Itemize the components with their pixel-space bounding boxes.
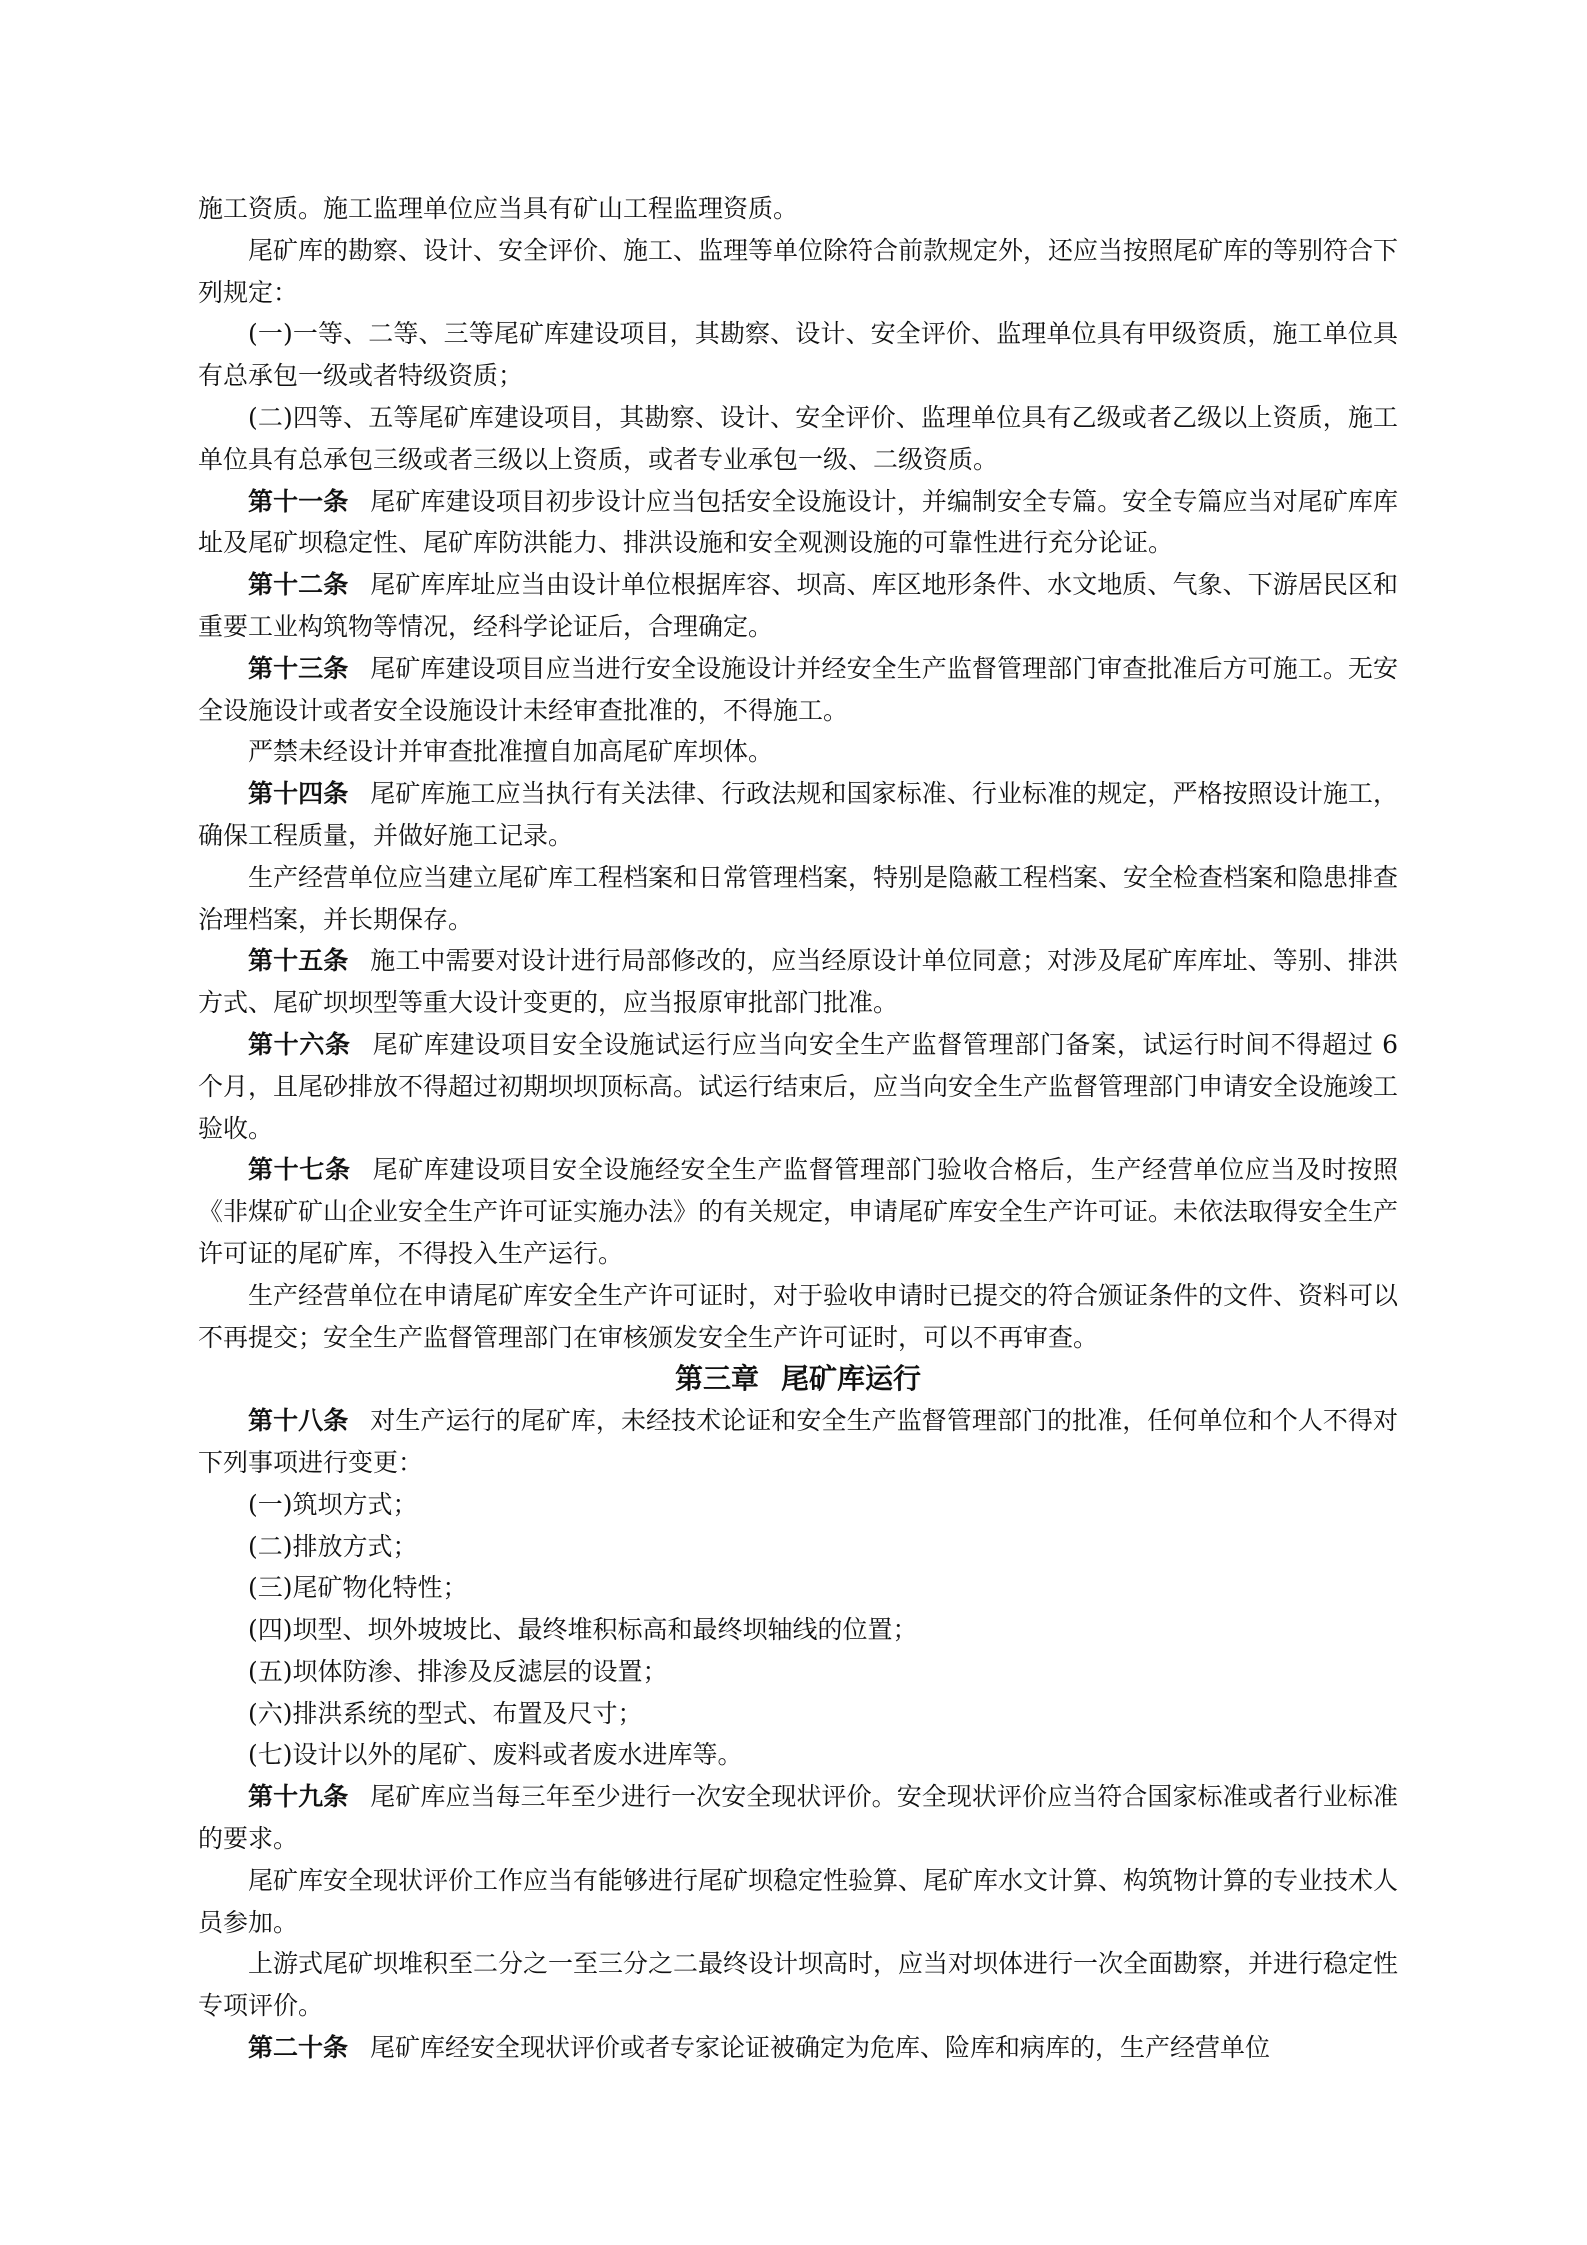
- article-number: 第十八条: [248, 1406, 349, 1436]
- body-paragraph: (六)排洪系统的型式、布置及尺寸；: [248, 1698, 643, 1728]
- article-number: 第十二条: [248, 570, 349, 600]
- article-paragraph: [198, 2027, 1398, 2069]
- body-paragraph: (七)设计以外的尾矿、废料或者废水进库等。: [248, 1740, 743, 1770]
- article-number: 第十七条: [248, 1155, 351, 1185]
- chapter-number: 第三章: [674, 1362, 759, 1396]
- article-number: 第十九条: [248, 1782, 349, 1812]
- article-text: 尾矿库库址应当由设计单位根据库容、坝高、库区地形条件、水文地质、气象、下游居民区和重要工业构筑物等情况，经科学论证后，合理确定。: [198, 570, 1398, 641]
- article-paragraph: [198, 1024, 1398, 1149]
- body-paragraph: 施工资质。施工监理单位应当具有矿山工程监理资质。: [198, 194, 799, 223]
- body-paragraph: (二)排放方式；: [248, 1531, 418, 1561]
- document-page: [198, 188, 1398, 2069]
- body-paragraph: (一)筑坝方式；: [248, 1489, 418, 1519]
- article-text: 尾矿库建设项目应当进行安全设施设计并经安全生产监督管理部门审查批准后方可施工。无安全设施设计或者安全设施设计未经审查批准的，不得施工。: [198, 653, 1398, 725]
- chapter-heading: [198, 1358, 1398, 1400]
- article-paragraph: [198, 1149, 1398, 1274]
- article-paragraph: [198, 648, 1398, 732]
- article-number: 第二十条: [248, 2033, 349, 2063]
- body-paragraph: 尾矿库安全现状评价工作应当有能够进行尾矿坝稳定性验算、尾矿库水文计算、构筑物计算的专业技术人员参加。: [198, 1865, 1399, 1937]
- body-paragraph: 严禁未经设计并审查批准擅自加高尾矿库坝体。: [248, 737, 774, 767]
- article-paragraph: [198, 564, 1398, 648]
- body-paragraph: 生产经营单位在申请尾矿库安全生产许可证时，对于验收申请时已提交的符合颁证条件的文件、资料可以不再提交；安全生产监督管理部门在审核颁发安全生产许可证时，可以不再审查。: [198, 1280, 1399, 1352]
- body-paragraph: 尾矿库的勘察、设计、安全评价、施工、监理等单位除符合前款规定外，还应当按照尾矿库的等别符合下列规定：: [198, 235, 1399, 307]
- body-paragraph: 生产经营单位应当建立尾矿库工程档案和日常管理档案，特别是隐蔽工程档案、安全检查档案和隐患排查治理档案，并长期保存。: [198, 862, 1399, 934]
- body-paragraph: 上游式尾矿坝堆积至二分之一至三分之二最终设计坝高时，应当对坝体进行一次全面勘察，并进行稳定性专项评价。: [198, 1949, 1399, 2021]
- article-paragraph: [198, 773, 1398, 857]
- body-paragraph: (三)尾矿物化特性；: [248, 1573, 468, 1603]
- article-text: 尾矿库建设项目安全设施经安全生产监督管理部门验收合格后，生产经营单位应当及时按照《非煤矿矿山企业安全生产许可证实施办法》的有关规定，申请尾矿库安全生产许可证。未依法取得安全生产许可证的尾矿库，不得投入生产运行。: [198, 1155, 1399, 1268]
- article-paragraph: [198, 1776, 1398, 1860]
- article-number: 第十六条: [248, 1029, 351, 1059]
- body-paragraph: (五)坝体防渗、排渗及反滤层的设置；: [248, 1656, 668, 1686]
- article-paragraph: [198, 481, 1398, 565]
- article-text: 施工中需要对设计进行局部修改的，应当经原设计单位同意；对涉及尾矿库库址、等别、排洪方式、尾矿坝坝型等重大设计变更的，应当报原审批部门批准。: [198, 946, 1398, 1018]
- article-text: 对生产运行的尾矿库，未经技术论证和安全生产监督管理部门的批准，任何单位和个人不得对下列事项进行变更：: [198, 1406, 1398, 1477]
- body-paragraph: (二)四等、五等尾矿库建设项目，其勘察、设计、安全评价、监理单位具有乙级或者乙级以上资质，施工单位具有总承包三级或者三级以上资质，或者专业承包一级、二级资质。: [198, 402, 1398, 474]
- chapter-title: 尾矿库运行: [781, 1362, 922, 1396]
- article-number: 第十三条: [248, 653, 349, 683]
- article-text: 尾矿库建设项目安全设施试运行应当向安全生产监督管理部门备案，试运行时间不得超过 6 个月，且尾砂排放不得超过初期坝坝顶标高。试运行结束后，应当向安全生产监督管理部门申请安全设施竣工验收。: [198, 1029, 1399, 1143]
- article-number: 第十五条: [248, 946, 349, 976]
- article-paragraph: [198, 1400, 1398, 1484]
- article-paragraph: [198, 940, 1398, 1024]
- article-text: 尾矿库应当每三年至少进行一次安全现状评价。安全现状评价应当符合国家标准或者行业标准的要求。: [198, 1782, 1398, 1854]
- article-text: 尾矿库经安全现状评价或者专家论证被确定为危库、险库和病库的，生产经营单位: [370, 2033, 1271, 2063]
- article-number: 第十一条: [248, 486, 349, 516]
- body-paragraph: (四)坝型、坝外坡坡比、最终堆积标高和最终坝轴线的位置；: [248, 1615, 918, 1645]
- article-text: 尾矿库建设项目初步设计应当包括安全设施设计，并编制安全专篇。安全专篇应当对尾矿库库址及尾矿坝稳定性、尾矿库防洪能力、排洪设施和安全观测设施的可靠性进行充分论证。: [198, 486, 1398, 558]
- article-text: 尾矿库施工应当执行有关法律、行政法规和国家标准、行业标准的规定，严格按照设计施工，确保工程质量，并做好施工记录。: [198, 779, 1398, 850]
- article-number: 第十四条: [248, 779, 349, 809]
- body-paragraph: (一)一等、二等、三等尾矿库建设项目，其勘察、设计、安全评价、监理单位具有甲级资质，施工单位具有总承包一级或者特级资质；: [198, 319, 1398, 391]
